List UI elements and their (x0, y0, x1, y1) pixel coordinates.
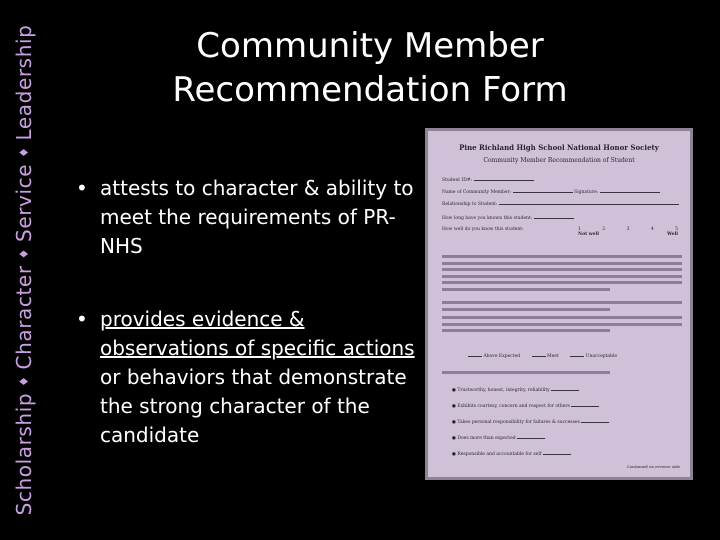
form-paragraph (442, 371, 682, 378)
bullet-item (70, 305, 415, 450)
form-field: How long have you known this student: (442, 215, 574, 221)
side-banner-word: Character (12, 265, 36, 370)
form-subheading: Community Member Recommendation of Student (483, 157, 635, 164)
slide-title (120, 24, 620, 112)
diamond-icon: ♦ (17, 146, 31, 158)
bullet-item (70, 174, 415, 261)
form-heading: Pine Richland High School National Honor Society (459, 143, 659, 152)
bullet-icon: • (76, 307, 88, 331)
form-checklist-item: ● Exhibits courtesy, concern and respect for others (452, 403, 599, 409)
side-banner-word: Leadership (12, 24, 36, 141)
form-checklist-item: ● Takes personal responsibility for failures & successes (452, 419, 609, 425)
form-paragraph (442, 255, 682, 295)
form-paragraph (442, 301, 682, 314)
bullet-icon: • (76, 176, 88, 200)
diamond-icon: ♦ (17, 247, 31, 260)
diamond-icon: ♦ (17, 375, 31, 387)
bullet-text: attests to character & ability to meet the requirements of PR-NHS (100, 176, 414, 258)
side-banner (0, 0, 48, 540)
bullet-text-underlined: provides evidence & observations of specific actions (100, 307, 415, 360)
form-checklist-item: ● Responsible and accountable for self (452, 451, 571, 457)
bullet-list (70, 174, 415, 450)
form-scale: 1 2 3 4 5 Not well Well (578, 227, 678, 237)
side-banner-text (12, 25, 36, 516)
side-banner-word: Scholarship (12, 392, 36, 516)
form-paragraph (442, 316, 682, 336)
form-rating-row: Above Expected Meet Unacceptable (468, 353, 617, 359)
slide-title-line-1: Community Member (196, 26, 544, 66)
form-footer: Continued on reverse side (626, 464, 680, 469)
recommendation-form-image (425, 128, 693, 480)
form-field: How well do you know this student: (442, 227, 524, 232)
side-banner-word: Service (12, 163, 36, 242)
form-field: Student ID#: (442, 177, 534, 183)
form-checklist-item: ● Trustworthy, honest, integrity, reliability (452, 387, 579, 393)
slide-title-line-2: Recommendation Form (172, 70, 568, 110)
form-field: Relationship to Student: (442, 201, 679, 207)
bullet-text: or behaviors that demonstrate the strong character of the candidate (100, 365, 407, 447)
form-checklist-item: ● Does more than expected (452, 435, 545, 441)
form-field: Name of Community Member: Signature: (442, 189, 660, 195)
